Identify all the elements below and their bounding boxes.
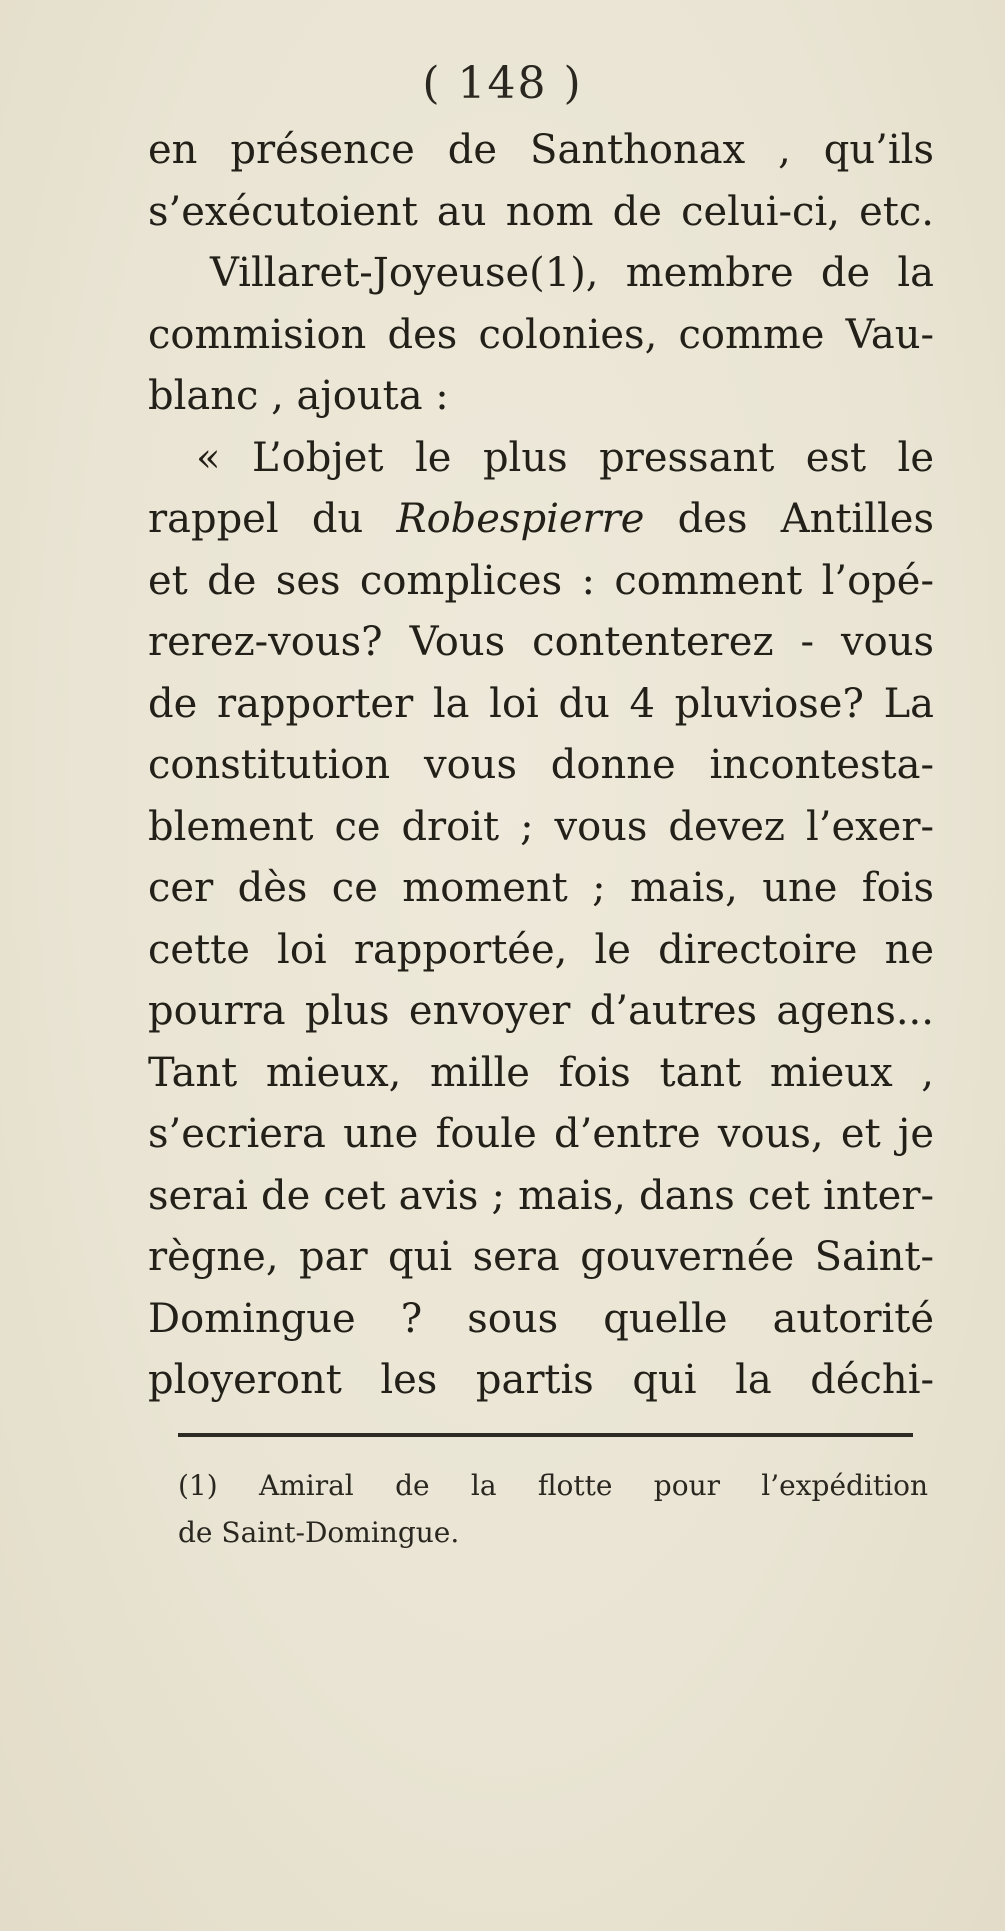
- text-line: serai de cet avis ; mais, dans cet inter-: [148, 1172, 934, 1219]
- text-line: rerez-vous? Vous contenterez - vous: [148, 619, 934, 665]
- text-fragment: des Antilles: [677, 496, 934, 542]
- text-line: Tant mieux, mille fois tant mieux ,: [148, 1049, 934, 1096]
- italic-name: Robespierre: [396, 496, 645, 542]
- text-line: commision des colonies, comme Vau-: [148, 311, 934, 358]
- footnote: [178, 1462, 928, 1556]
- text-line: Domingue ? sous quelle autorité: [148, 1295, 934, 1342]
- text-line: constitution vous donne incontesta-: [148, 742, 934, 788]
- text-line: cette loi rapportée, le directoire ne: [148, 926, 934, 973]
- text-fragment: rappel du: [148, 496, 364, 542]
- text-line: Villaret-Joyeuse(1), membre de la: [210, 250, 934, 296]
- text-line: et de ses complices : comment l’opé-: [148, 557, 934, 604]
- footnote-line: (1) Amiral de la flotte pour l’expédition: [178, 1469, 928, 1502]
- text-line: en présence de Santhonax , qu’ils: [148, 127, 934, 173]
- text-line: blanc , ajouta :: [148, 373, 449, 419]
- text-line: blement ce droit ; vous devez l’exer-: [148, 803, 934, 850]
- footnote-rule: [178, 1433, 913, 1437]
- body-text: [148, 120, 934, 1412]
- text-line: de rapporter la loi du 4 pluviose? La: [148, 680, 934, 727]
- text-line: règne, par qui sera gouvernée Saint-: [148, 1234, 934, 1280]
- page-number: ( 148 ): [422, 58, 583, 109]
- text-line: cer dès ce moment ; mais, une fois: [148, 865, 934, 911]
- footnote-line: de Saint-Domingue.: [178, 1516, 460, 1549]
- text-line: pourra plus envoyer d’autres agens...: [148, 988, 934, 1034]
- text-line: ployeront les partis qui la déchi-: [148, 1357, 934, 1403]
- text-line: [148, 489, 934, 551]
- text-line: s’ecriera une foule d’entre vous, et je: [148, 1111, 934, 1157]
- text-line: s’exécutoient au nom de celui-ci, etc.: [148, 188, 934, 235]
- text-line: « L’objet le plus pressant est le: [196, 434, 934, 481]
